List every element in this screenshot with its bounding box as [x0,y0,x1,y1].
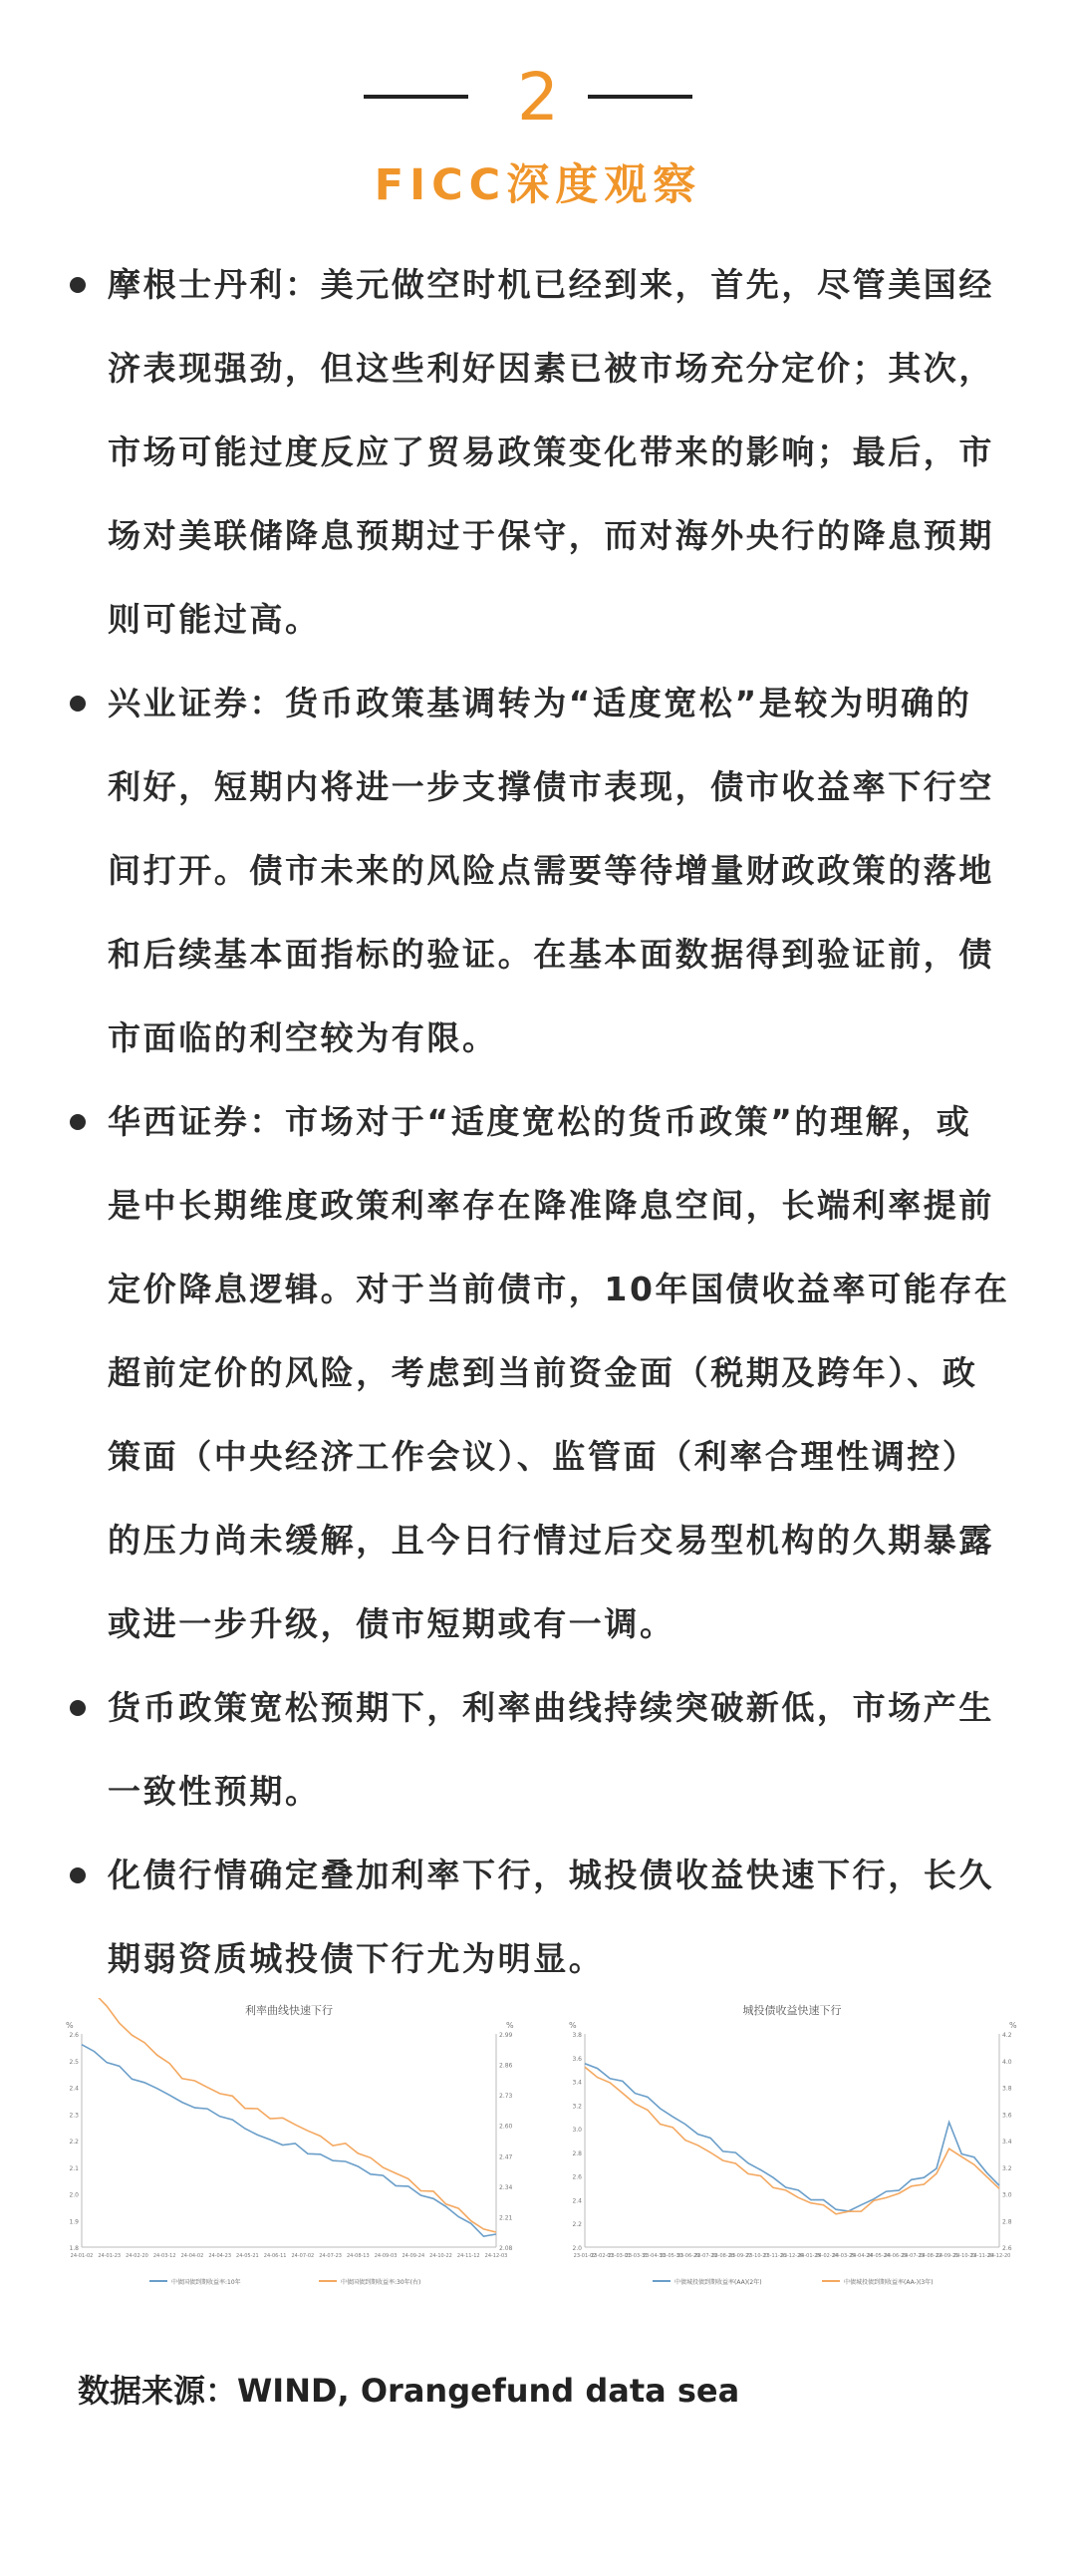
y-tick-label-left: 2.6 [572,2173,582,2181]
x-tick-label: 23-09-27 [728,2253,752,2259]
y-tick-label-left: 1.9 [69,2218,79,2226]
x-tick-label: 24-10-22 [429,2253,452,2259]
y-axis-unit: % [66,2021,74,2030]
y-tick-label-left: 2.5 [69,2058,79,2066]
x-tick-label: 23-01-02 [573,2253,597,2259]
section-title: FICC深度观察 [374,160,702,210]
bullet-item-morgan-stanley [0,243,1076,662]
x-tick-label: 23-07-29 [693,2253,717,2259]
series-line [82,1998,496,2232]
x-tick-label: 23-08-28 [711,2253,735,2259]
y-tick-label-left: 2.2 [69,2139,79,2146]
y-tick-label-left: 2.1 [69,2164,79,2172]
data-source-note: 数据来源：WIND, Orangefund data sea [78,2372,740,2410]
bullet-dot [70,1700,86,1716]
x-tick-label: 23-03-01 [608,2253,632,2259]
chart-title: 利率曲线快速下行 [245,2004,333,2017]
series-line [585,2064,999,2211]
series-line [585,2067,999,2214]
header-left-rule [364,95,468,99]
x-tick-label: 24-04-02 [180,2253,204,2259]
x-tick-label: 24-05-21 [236,2253,259,2259]
y-axis-unit-right: % [506,2021,514,2030]
chart-chengtou-yield-svg [563,1998,1021,2297]
bullet-text: 华西证券：市场对于“适度宽松的货币政策”的理解，或 是中长期维度政策利率存在降准降息空间，长端利率提前 定价降息逻辑。对于当前债市，10年国债收益率可能存在 超前定价的风险，考虑到当前资金面（税期及跨年）、政 策面（中央经济工作会议）、监管面（利率合理性调控） 的压力尚未缓解，且今日行情过后交易型机构的久期暴露 或进一步升级，债市短期或有一调。 [108,1102,1010,1643]
y-tick-label-right: 4.2 [1002,2032,1012,2039]
y-tick-label-left: 2.2 [572,2221,582,2229]
section-number: 2 [517,59,559,136]
x-tick-label: 24-11-20 [970,2253,994,2259]
x-tick-label: 23-11-26 [763,2253,787,2259]
x-tick-label: 24-02-20 [126,2253,148,2259]
bullet-text: 兴业证券：货币政策基调转为“适度宽松”是较为明确的 利好，短期内将进一步支撑债市表现，债市收益率下行空 间打开。债市未来的风险点需要等待增量财政政策的落地 和后续基本面指标的验证。在基本面数据得到验证前，债 市面临的利空较为有限。 [108,684,994,1057]
series-line [82,2045,496,2237]
y-tick-label-left: 3.0 [572,2127,582,2135]
y-tick-label-left: 2.8 [572,2149,582,2157]
y-tick-label-right: 2.99 [499,2032,513,2039]
y-tick-label-right: 3.2 [1002,2164,1012,2172]
x-tick-label: 23-06-29 [676,2253,700,2259]
x-tick-label: 24-01-23 [98,2253,122,2259]
y-tick-label-right: 3.0 [1002,2191,1012,2199]
bullet-item-monetary-easing [0,1666,1076,1834]
x-tick-label: 23-02-01 [590,2253,614,2259]
y-tick-label-right: 2.8 [1002,2218,1012,2226]
y-tick-label-left: 2.3 [69,2112,79,2120]
x-tick-label: 24-09-24 [402,2253,425,2259]
y-tick-label-left: 2.4 [69,2085,79,2093]
y-tick-label-right: 3.6 [1002,2112,1012,2120]
y-tick-label-right: 2.73 [499,2093,513,2101]
x-tick-label: 24-06-23 [884,2253,908,2259]
y-tick-label-right: 2.86 [499,2062,513,2070]
x-tick-label: 24-12-03 [484,2253,508,2259]
x-tick-label: 24-07-23 [901,2253,925,2259]
bullet-dot [70,277,86,293]
bullet-dot [70,1114,86,1130]
bullet-text: 货币政策宽松预期下，利率曲线持续突破新低，市场产生 一致性预期。 [108,1688,994,1811]
legend-label: 中债国债到期收益率:30年(右) [341,2279,421,2286]
x-tick-label: 24-08-22 [919,2253,942,2259]
y-tick-label-right: 2.60 [499,2123,513,2131]
x-tick-label: 24-01-02 [70,2253,94,2259]
bullet-list [0,243,1076,2001]
legend-label: 中债国债到期收益率:10年 [171,2279,241,2286]
y-tick-label-left: 2.6 [69,2032,79,2039]
y-tick-label-right: 2.21 [499,2214,513,2222]
bullet-item-huaxi-securities [0,1080,1076,1666]
y-axis-unit-right: % [1009,2021,1017,2030]
x-tick-label: 23-12-26 [780,2253,804,2259]
chart-row [0,1998,1076,2297]
x-tick-label: 24-05-24 [867,2253,891,2259]
chart-rate-curve [60,1998,518,2297]
y-tick-label-left: 1.8 [69,2245,79,2252]
chart-rate-curve-svg [60,1998,518,2297]
y-tick-label-left: 3.8 [572,2032,582,2039]
x-tick-label: 24-11-12 [456,2253,480,2259]
x-tick-label: 24-10-21 [952,2253,976,2259]
x-tick-label: 23-04-30 [642,2253,666,2259]
x-tick-label: 24-04-24 [849,2253,873,2259]
x-tick-label: 24-12-20 [987,2253,1011,2259]
x-tick-label: 23-03-31 [625,2253,649,2259]
y-tick-label-left: 2.0 [572,2245,582,2252]
x-tick-label: 24-03-12 [152,2253,176,2259]
x-tick-label: 24-08-13 [346,2253,370,2259]
y-tick-label-right: 2.6 [1002,2245,1012,2252]
y-tick-label-right: 2.47 [499,2153,513,2161]
x-tick-label: 24-09-03 [374,2253,398,2259]
header-right-rule [588,95,692,99]
x-tick-label: 24-01-25 [797,2253,821,2259]
chart-title: 城投债收益快速下行 [742,2004,842,2017]
y-tick-label-left: 3.6 [572,2055,582,2063]
x-tick-label: 24-04-23 [208,2253,232,2259]
bullet-dot [70,696,86,712]
bullet-item-industrial-securities [0,662,1076,1080]
y-tick-label-right: 4.0 [1002,2058,1012,2066]
chart-chengtou-yield [563,1998,1021,2297]
y-tick-label-left: 3.2 [572,2103,582,2111]
x-tick-label: 23-10-27 [745,2253,769,2259]
y-tick-label-left: 2.0 [69,2191,79,2199]
bullet-text: 化债行情确定叠加利率下行，城投债收益快速下行，长久 期弱资质城投债下行尤为明显。 [108,1856,994,1978]
x-tick-label: 24-03-25 [832,2253,856,2259]
x-tick-label: 24-07-02 [291,2253,315,2259]
y-tick-label-left: 3.4 [572,2079,582,2087]
y-tick-label-left: 2.4 [572,2197,582,2205]
y-tick-label-right: 3.8 [1002,2085,1012,2093]
legend-label: 中债城投债到期收益率(AA-)(3年) [844,2279,934,2286]
x-tick-label: 23-05-30 [660,2253,683,2259]
x-tick-label: 24-02-24 [815,2253,839,2259]
y-tick-label-right: 2.08 [499,2245,513,2252]
y-axis-unit: % [569,2021,577,2030]
y-tick-label-right: 3.4 [1002,2139,1012,2146]
legend-label: 中债城投债到期收益率(AA)(2年) [674,2279,762,2286]
x-tick-label: 24-09-21 [936,2253,959,2259]
bullet-text: 摩根士丹利：美元做空时机已经到来，首先，尽管美国经 济表现强劲，但这些利好因素已被市场充分定价；其次， 市场可能过度反应了贸易政策变化带来的影响；最后，市 场对美联储降息预期过于保守，而对海外央行的降息预期 则可能过高。 [108,265,994,639]
bullet-item-chengtou-bonds [0,1834,1076,2001]
x-tick-label: 24-06-11 [263,2253,287,2259]
bullet-dot [70,1867,86,1883]
section-header [0,48,1076,147]
x-tick-label: 24-07-23 [319,2253,342,2259]
y-tick-label-right: 2.34 [499,2183,513,2191]
